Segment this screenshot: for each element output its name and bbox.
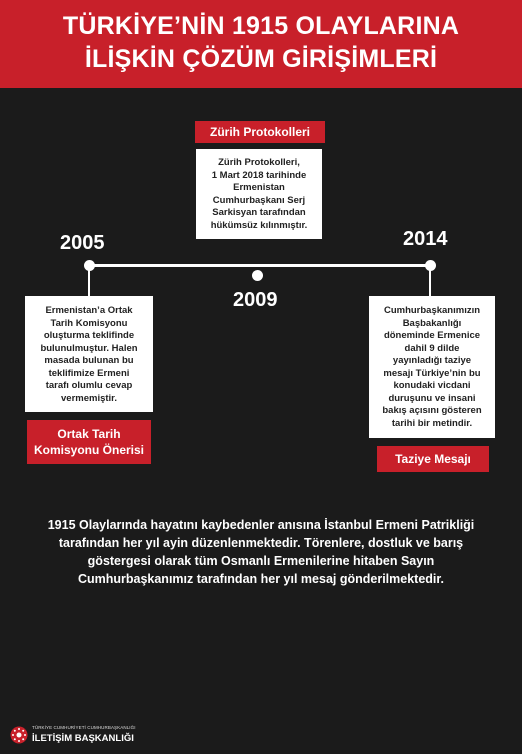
stem-2005: [88, 270, 90, 296]
year-2009: 2009: [233, 289, 278, 311]
condolence-label: Taziye Mesajı: [377, 446, 489, 472]
commission-text-line: oluşturma teklifinde: [43, 330, 135, 341]
condolence-text-line: yayınladığı taziye: [392, 355, 472, 366]
condolence-text-line: mesajı Türkiye’nin bu: [383, 367, 481, 379]
footer-paragraph: [20, 516, 502, 588]
logo-big-text: İLETİŞİM BAŞKANLIĞI: [32, 733, 134, 744]
zurich-description-box: [196, 149, 322, 239]
zurich-label: Zürih Protokolleri: [195, 121, 325, 143]
commission-text-line: masada bulunan bu: [44, 355, 134, 366]
commission-label: [27, 420, 151, 464]
title-line-1: TÜRKİYE’NİN 1915 OLAYLARINA: [62, 12, 460, 40]
commission-text-line: tarafı olumlu cevap: [45, 380, 133, 391]
commission-label-line: Komisyonu Önerisi: [33, 443, 145, 457]
title-line-2: İLİŞKİN ÇÖZÜM GİRİŞİMLERİ: [84, 45, 438, 73]
footer-line: 1915 Olaylarında hayatını kaybedenler anısına İstanbul Ermeni Patrikliği: [47, 518, 475, 532]
commission-text-line: bulunulmuştur. Halen: [40, 342, 138, 354]
condolence-text-line: duruşunu ve insani: [388, 392, 476, 404]
year-2014: 2014: [403, 228, 448, 250]
logo-small-text: TÜRKİYE CUMHURİYETİ CUMHURBAŞKANLIĞI: [32, 725, 136, 730]
commission-text-line: Tarih Komisyonu: [50, 317, 128, 329]
commission-text-line: Ermenistan’a Ortak: [45, 305, 133, 316]
timeline-dot-2009: [252, 270, 263, 281]
commission-text-line: vermemiştir.: [61, 392, 117, 404]
year-2005: 2005: [60, 232, 105, 254]
condolence-text-line: Cumhurbaşkanımızın: [383, 305, 481, 316]
zurich-text-line: Zürih Protokolleri,: [218, 157, 300, 168]
condolence-text-line: Başbakanlığı: [402, 317, 462, 329]
condolence-description-box: [369, 296, 495, 438]
zurich-text-line: hükümsüz kılınmıştır.: [210, 219, 308, 231]
zurich-text-line: Cumhurbaşkanı Serj: [212, 194, 306, 206]
condolence-text-line: bakış açısını gösteren: [382, 405, 482, 416]
footer-line: tarafından her yıl ayin düzenlenmektedir. Törenlere, dostluk ve barış: [58, 536, 464, 550]
emblem-icon: [10, 726, 28, 744]
footer-line: göstergesi olarak tüm Osmanlı Ermenilerine hitaben Sayın: [87, 554, 435, 568]
condolence-text-line: tarihi bir metindir.: [391, 417, 473, 429]
commission-description-box: [25, 296, 153, 412]
commission-label-line: Ortak Tarih: [57, 427, 121, 441]
condolence-text-line: konudaki vicdani: [393, 380, 471, 391]
footer-line: Cumhurbaşkanımız tarafından her yıl mesaj gönderilmektedir.: [77, 572, 445, 586]
condolence-text-line: dahil 9 dilde: [404, 342, 460, 354]
stem-2014: [429, 270, 431, 296]
zurich-text-line: Ermenistan: [233, 182, 285, 193]
commission-text-line: teklifimize Ermeni: [48, 367, 130, 379]
zurich-text-line: Sarkisyan tarafından: [212, 207, 306, 218]
page-title: [0, 0, 522, 88]
iletisim-logo: [10, 723, 522, 751]
zurich-text-line: 1 Mart 2018 tarihinde: [211, 169, 307, 181]
timeline-line: [88, 264, 432, 267]
condolence-text-line: döneminde Ermenice: [383, 330, 481, 341]
